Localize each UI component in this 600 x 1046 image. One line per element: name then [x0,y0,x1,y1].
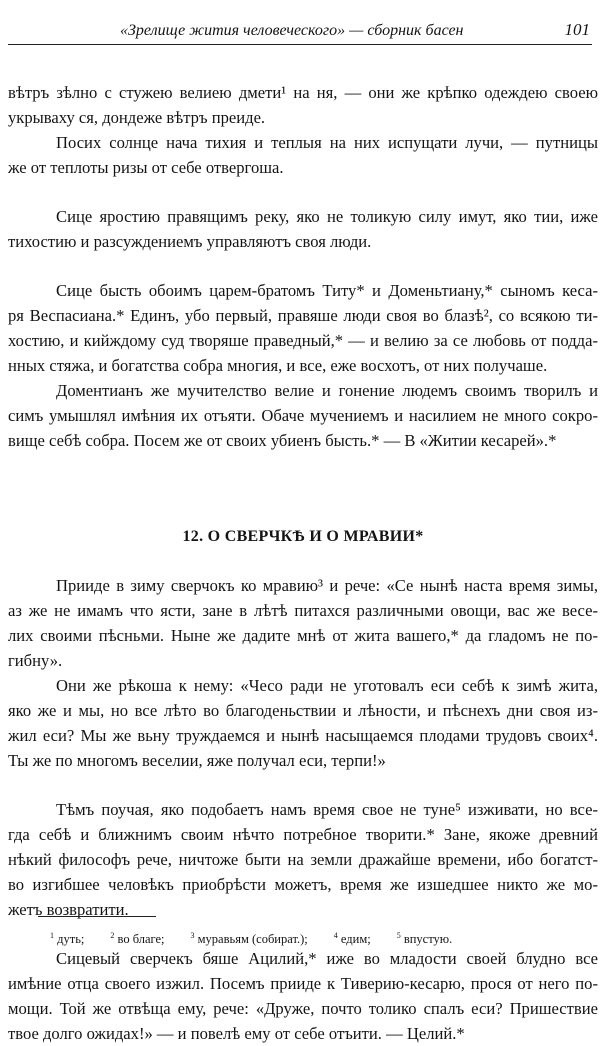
text-line: Ты же по многомъ веселии, яже получал еси, терпи!» [8,751,386,770]
paragraph-gap [8,501,598,525]
text-line: Прииде в зиму сверчокъ ко мравию³ и рече: «Се нынѣ наста время зимы, [56,576,598,595]
paragraph [8,278,598,378]
text-line: Сицевый сверчекъ бяше Ацилий,* иже во младости своей блудно все [56,949,598,968]
paragraph [8,204,598,254]
text-line: гибну». [8,651,63,670]
paragraph-gap [8,477,598,501]
footnote-text: едим; [337,932,371,946]
paragraph [8,130,598,180]
paragraph-gap [8,180,598,204]
text-line: Сице яростию правящимъ реку, яко не толикую силу имут, яко тии, иже [56,207,598,226]
footnote-number: 3 [190,931,195,940]
text-line: яко же и мы, но все лѣто во благоденьствии и лѣности, и пѣснехъ дни своя из- [8,701,598,720]
footnote-text: муравьям (собират.); [194,932,308,946]
text-line: вище себѣ собра. Посем же от своих убиенъ бысть.* — В «Житии кесарей».* [8,431,557,450]
footnote [397,932,453,946]
footnote-number: 5 [396,931,401,940]
paragraph [8,80,598,130]
paragraph [8,797,598,922]
text-line: Тѣмъ поучая, яко подобаетъ намъ время свое не туне⁵ изживати, но все- [56,800,598,819]
paragraph-gap [8,773,598,797]
paragraph-gap [8,549,598,573]
running-header [8,18,592,45]
footnote [50,932,84,946]
footnote [110,932,164,946]
text-line: гда себѣ и ближнимъ своим нѣчто потребное творити.* Зане, якоже древний [8,825,598,844]
text-line: жил еси? Мы же вьну труждаемся и нынѣ насыщаемся плодами трудовъ своих⁴. [8,726,598,745]
paragraph-gap [8,453,598,477]
text-line: имѣние отца своего изжил. Посемъ прииде к Тиверию-кесарю, прося от него по- [8,974,598,993]
footnote-number: 2 [110,931,115,940]
text-line: нѣкий философъ рече, ничтоже быти на земли дражайше времени, ибо богатст- [8,850,598,869]
footnote-text: во благе; [114,932,165,946]
text-line: во изгибшее человѣкъ приобрѣсти можетъ, время же изшедшее никто же мо- [8,875,598,894]
page-body [8,80,598,1046]
footnote-rule [38,916,156,917]
running-title: «Зрелище жития человеческого» — сборник басен [120,22,464,39]
text-line: аз же не имамъ что ясти, зане в лѣтѣ питахся различными овощи, вас же весе- [8,601,598,620]
text-line: ря Веспасиана.* Единъ, убо первый, правяше люди своя во блазѣ², со всякою ти- [8,306,598,325]
paragraph [8,573,598,673]
page-number: 101 [564,20,590,39]
text-line: хостию, и кийждому суд творяше праведный,* — и велию за се любовь от подда- [8,331,598,350]
paragraph-gap [8,254,598,278]
footnote-text: дуть; [54,932,85,946]
paragraph [8,673,598,773]
footnote [191,932,308,946]
text-line: нных стяжа, и богатства собра многия, и все, еже восхотъ, от них получаше. [8,356,548,375]
text-line: твое долго ожидах!» — и повелѣ ему от себе отъити. — Целий.* [8,1024,465,1043]
text-line: вѣтръ зѣлно с стужею велиею дмети¹ на ня, — они же крѣпко одеждею своею [8,83,598,102]
text-line: лих своими пѣсньми. Ныне же дадите мнѣ от жита вашего,* да гладомъ не по- [8,626,598,645]
text-line: симъ умышлял имѣния их отъяти. Обаче мучениемъ и насилием не много сокро- [8,406,598,425]
text-line: Посих солнце нача тихия и теплыя на них испущати лучи, — путницы [56,133,598,152]
paragraph [8,946,598,1046]
text-line: мощи. Той же отвѣща ему, рече: «Друже, почто толико спалъ еси? Пришествие [8,999,598,1018]
text-line: укрываху ся, дондеже вѣтръ преиде. [8,108,266,127]
text-line: Доментианъ же мучителство велие и гонение людемъ своимъ творилъ и [56,381,598,400]
footnotes [50,932,570,947]
text-line: Сице бысть обоимъ царем-братомъ Титу* и Доменьтиану,* сыномъ кеса- [56,281,598,300]
text-line: тихостию и разсуждениемъ управляютъ своя люди. [8,232,372,251]
footnote-number: 1 [50,931,54,940]
footnote-number: 4 [333,931,338,940]
fable-title: 12. О СВЕРЧКѢ И О МРАВИИ* [182,528,424,545]
text-line: жетъ возвратити. [8,900,129,919]
text-line: Они же рѣкоша к нему: «Чесо ради не уготовалъ еси себѣ к зимѣ жита, [56,676,598,695]
footnote-text: впустую. [400,932,453,946]
text-line: же от теплоты ризы от себе отвергоша. [8,158,284,177]
paragraph [8,378,598,453]
footnote [334,932,371,946]
